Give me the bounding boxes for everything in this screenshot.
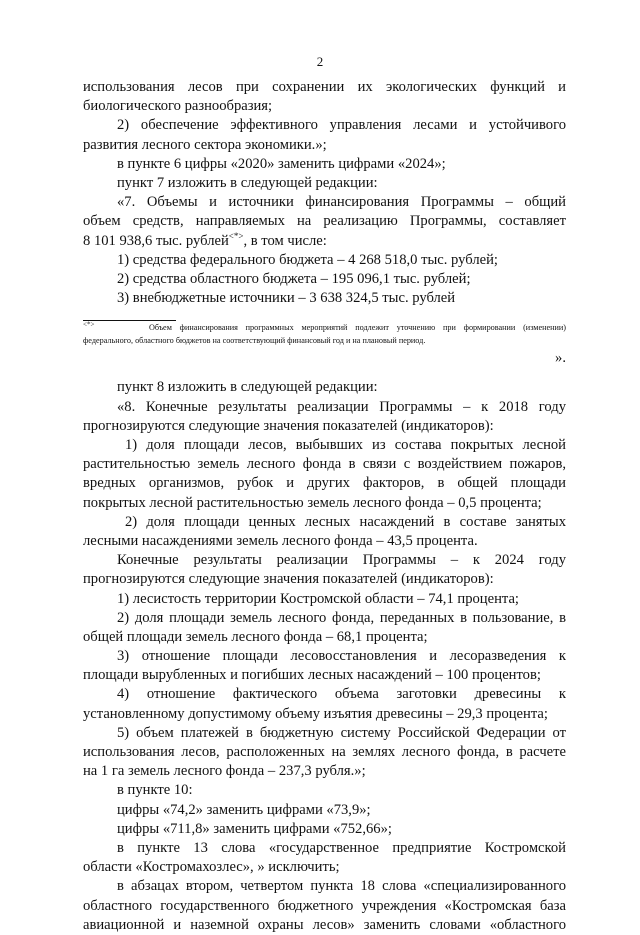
- text-line: площади вырубленных и погибших лесных насаждений – 100 процентов;: [83, 667, 541, 684]
- text-line: 1) доля площади лесов, выбывших из состава покрытых лесной: [125, 437, 566, 453]
- document-body: [83, 78, 566, 935]
- text-line: общей площади земель лесного фонда – 68,1 процента;: [83, 628, 428, 645]
- text-line: развития лесного сектора экономики.»;: [83, 136, 327, 153]
- footnote-text: Объем финансирования программных мероприятий подлежит уточнению при формировании (изменении): [148, 323, 566, 333]
- text-line: 2) доля площади земель лесного фонда, переданных в пользование, в: [117, 609, 566, 626]
- footnote-line: федерального, областного бюджетов на соответствующий финансовый год и на плановый период.: [83, 336, 426, 346]
- text-line: цифры «711,8» заменить цифрами «752,66»;: [117, 820, 392, 837]
- text-line: цифры «74,2» заменить цифрами «73,9»;: [117, 801, 371, 818]
- text-line: «8. Конечные результаты реализации Программы – к 2018 году: [117, 398, 566, 415]
- text-line: в абзацах втором, четвертом пункта 18 слова «специализированного: [117, 878, 566, 895]
- text-line: растительностью земель лесного фонда в связи с воздействием пожаров,: [83, 456, 566, 473]
- text-line: «7. Объемы и источники финансирования Программы – общий: [117, 194, 566, 211]
- text-line: лесными насаждениями земель лесного фонда – 43,5 процента.: [83, 532, 478, 549]
- text-line: пункт 8 изложить в следующей редакции:: [117, 379, 378, 396]
- text-line: биологического разнообразия;: [83, 98, 273, 115]
- text-line: областного государственного бюджетного учреждения «Костромская база: [83, 897, 566, 914]
- footnote-line: [83, 321, 566, 334]
- text-line: на 1 га земель лесного фонда – 237,3 рубля.»;: [83, 763, 366, 780]
- text-line: в пункте 6 цифры «2020» заменить цифрами «2024»;: [117, 155, 446, 172]
- page-number: 2: [316, 54, 324, 69]
- text-line: объем средств, направляемых на реализацию Программы, составляет: [83, 213, 566, 230]
- funding-source-item: 2) средства областного бюджета – 195 096,1 тыс. рублей;: [117, 270, 471, 287]
- text-line: 4) отношение фактического объема заготовки древесины к: [117, 686, 566, 703]
- total-funding-amount: 8 101 938,6 тыс. рублей: [83, 232, 229, 249]
- total-funding-tail: , в том числе:: [243, 232, 327, 249]
- text-line: установленному допустимому объему изъятия древесины – 29,3 процента;: [83, 705, 548, 722]
- text-line: прогнозируются следующие значения показателей (индикаторов):: [83, 417, 494, 434]
- text-line: в пункте 13 слова «государственное предприятие Костромской: [117, 839, 566, 856]
- text-line: в пункте 10:: [117, 782, 193, 799]
- text-line: Конечные результаты реализации Программы – к 2024 году: [117, 552, 566, 569]
- text-line: вредных организмов, рубок и других факторов, в общей площади: [83, 475, 566, 492]
- footnote-mark: <*>: [83, 321, 95, 329]
- funding-source-item: 3) внебюджетные источники – 3 638 324,5 тыс. рублей: [117, 290, 456, 307]
- footnote-reference: <*>: [228, 231, 244, 241]
- text-line: авиационной и наземной охраны лесов» заменить словами «областного: [83, 916, 566, 933]
- text-line: области «Костромахозлес», » исключить;: [83, 859, 340, 876]
- text-line: 3) отношение площади лесовосстановления и лесоразведения к: [117, 648, 566, 665]
- text-line: 5) объем платежей в бюджетную систему Российской Федерации от: [117, 724, 566, 741]
- funding-source-item: 1) средства федерального бюджета – 4 268 518,0 тыс. рублей;: [117, 251, 498, 268]
- text-line: 2) доля площади ценных лесных насаждений в составе занятых: [125, 513, 566, 530]
- text-line: использования лесов, расположенных на землях лесного фонда, в расчете: [83, 744, 566, 760]
- text-line: использования лесов при сохранении их экологических функций и: [83, 79, 566, 95]
- text-line: прогнозируются следующие значения показателей (индикаторов):: [83, 571, 494, 588]
- total-funding-line: [83, 232, 566, 251]
- text-line: пункт 7 изложить в следующей редакции:: [117, 174, 378, 191]
- text-line: 1) лесистость территории Костромской области – 74,1 процента;: [117, 590, 519, 607]
- text-line: покрытых лесной растительностью земель лесного фонда – 0,5 процента;: [83, 494, 542, 511]
- text-line: 2) обеспечение эффективного управления лесами и устойчивого: [117, 117, 566, 134]
- closing-quote: ».: [555, 350, 566, 367]
